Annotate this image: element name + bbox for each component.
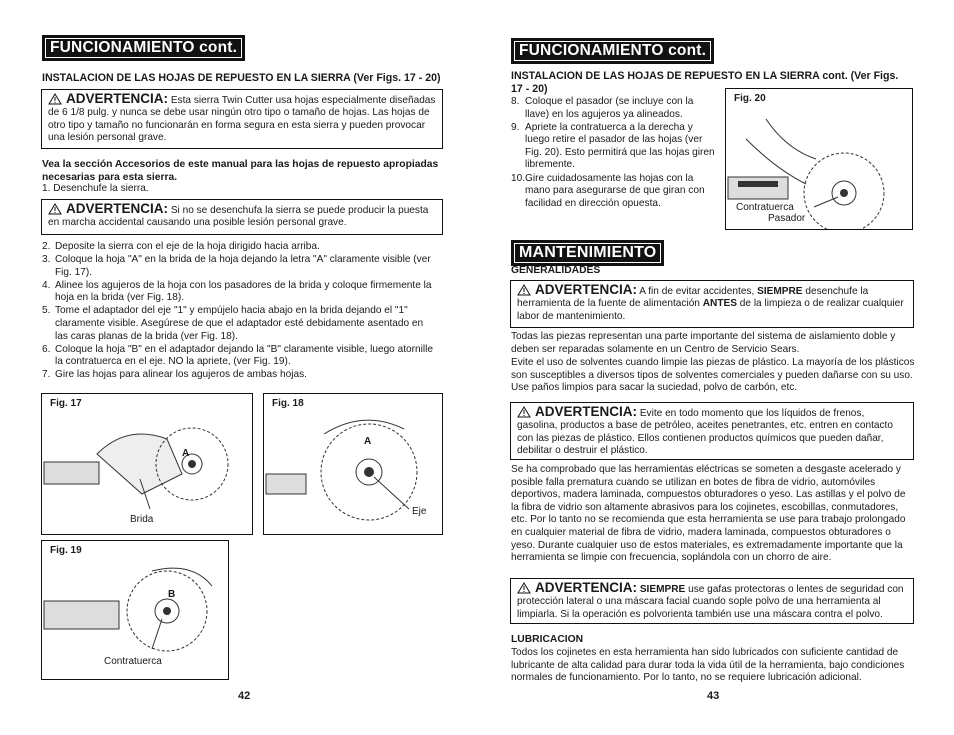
figure-19: Fig. 19 B Contratuerca (41, 540, 229, 680)
accessories-note: Vea la sección Accesorios de este manual para las hojas de repuesto apropiadas necesarias para esta sierra. (42, 159, 439, 183)
warning-text: Evite en todo momento que los líquidos de frenos, gasolina, productos a base de petróleo, aceites penetrantes, etc. entren en contacto con las piezas de plástico. Ellos contienen productos químicos que pueden dañar, debilitar o destruir el plástico. (517, 408, 893, 457)
page-number: 43 (707, 690, 720, 702)
page-right (477, 0, 954, 735)
section-title: INSTALACION DE LAS HOJAS DE REPUESTO EN LA SIERRA cont. (Ver Figs. 17 - 20) (511, 70, 899, 95)
list-item: 2. Deposite la sierra con el eje de la hoja dirigido hacia arriba. (42, 241, 320, 252)
paragraph: Evite el uso de solventes cuando limpie las piezas de plástico. La mayoría de los plásticos son susceptibles a diversos tipos de solventes comerciales y pueden dañarse con su uso. Use paños limpios para sacar la suciedad, polvo de carbón, etc. (511, 357, 915, 394)
warning-text: Si no se desenchufa la sierra se puede producir la puesta en marcha accidental causando una posible lesión personal grave. (48, 205, 429, 229)
warning-box-5: ADVERTENCIA: SIEMPRE use gafas protectoras o lentes de seguridad con protección lateral o una máscara facial cuando sople polvo de una herramienta al limpiarla. Si la operación es polvorienta también use una máscara contra el polvo. (510, 578, 914, 624)
list-item: 4. Alinee los agujeros de la hoja con los pasadores de la brida y coloque firmemente la hoja en la brida (ver Fig. 18). (42, 279, 432, 304)
step-1: 1. Desenchufe la sierra. (42, 183, 149, 194)
warning-box-4 (510, 402, 914, 460)
subheading-generalidades: GENERALIDADES (511, 265, 601, 276)
warning-triangle-icon (517, 284, 531, 296)
steps-list-continued (511, 96, 716, 211)
list-item: 9. Apriete la contratuerca a la derecha y luego retire el pasador de las hojas (ver Fig. 20). Esto permitirá que las hojas giren libremente. (511, 121, 715, 171)
warning-text: use gafas protectoras o lentes de seguridad con protección lateral o una máscara facial cuando sople polvo de una herramienta al limpiarla. Si la operación es polvorienta también use una máscara contra el polvo. (517, 584, 904, 620)
figure-20: Fig. 20 Contratuerca Pasador (725, 88, 913, 230)
paragraph: Todas las piezas representan una parte importante del sistema de aislamiento doble y deben ser reparadas solamente en un Centro de Servicio Sears. (511, 331, 896, 355)
figure-caption: Contratuerca (104, 656, 162, 667)
warning-triangle-icon (48, 93, 62, 105)
warning-label: ADVERTENCIA: (66, 201, 169, 216)
warning-label: ADVERTENCIA: (66, 91, 169, 106)
warning-triangle-icon (48, 203, 62, 215)
steps-list (42, 241, 437, 383)
warning-label: ADVERTENCIA: (535, 282, 638, 297)
section-banner: FUNCIONAMIENTO cont. (42, 35, 245, 61)
section-banner: FUNCIONAMIENTO cont. (511, 38, 714, 64)
maintenance-banner: MANTENIMIENTO (511, 240, 664, 266)
warning-box-3: ADVERTENCIA: A fin de evitar accidentes, SIEMPRE desenchufe la herramienta de la fuente de alimentación ANTES de la limpieza o de realizar cualquier labor de mantenimiento. (510, 280, 914, 328)
list-item: 7. Gire las hojas para alinear los agujeros de ambas hojas. (42, 369, 307, 381)
list-item: 5. Tome el adaptador del eje "1" y empújelo hacia abajo en la brida dejando el "1" claramente visible. Asegúrese de que el adaptador esté debidamente asentado en las caras planas de la brida (ver Fig. 18). (42, 305, 424, 342)
warning-box-2 (41, 199, 443, 235)
paragraph: Se ha comprobado que las herramientas eléctricas se someten a desgaste acelerado y posible falla prematura cuando se utilizan en botes de fibra de vidrio, automóviles deportivos, madera laminada, compuestos obturadores o yeso. Las astillas y el polvo de la fibra de vidrio son altamente abrasivos para los cojinetes, escobillas, conmutadores, etc. Por lo tanto no se recomienda que esta herramienta se use para trabajo prolongado en cualquier material de fibra de vidrio, madera laminada, compuestos obturadores o yeso. Durante cualquier uso de estos materiales, es extremadamente importante que la herramienta se limpie con frecuencia, soplándola con un chorro de aire. (511, 464, 906, 564)
figure-caption: Pasador (768, 213, 806, 224)
figure-caption: Eje (412, 506, 427, 517)
figure-caption: Contratuerca (736, 202, 794, 213)
list-item: 3. Coloque la hoja "A" en la brida de la hoja dejando la letra "A" claramente visible (ver Fig. 17). (42, 254, 431, 278)
figure-17: Fig. 17 A Brida (41, 393, 253, 535)
warning-triangle-icon (517, 406, 531, 418)
list-item: 8. Coloque el pasador (se incluye con la llave) en los agujeros ya alineados. (511, 96, 694, 120)
warning-label: ADVERTENCIA: (535, 580, 638, 595)
page-number: 42 (238, 690, 251, 702)
warning-box-1 (41, 89, 443, 149)
list-item: 10. Gire cuidadosamente las hojas con la mano para asegurarse de que giran con facilidad en dirección opuesta. (511, 172, 705, 209)
figure-caption: Brida (130, 514, 154, 525)
paragraph: Todos los cojinetes en esta herramienta han sido lubricados con suficiente cantidad de lubricante de alta calidad para durar toda la vida útil de la herramienta, bajo condiciones normales de funcionamiento. Por lo tanto, no se requiere lubricación adicional. (511, 647, 905, 684)
warning-text: Esta sierra Twin Cutter usa hojas especialmente diseñadas de 6 1/8 pulg. y nunca se debe usar ningún otro tipo o tamaño de hojas. Las hojas de otro tipo y tamaño no funcionarán en forma segura en esta sierra y pueden provocar una lesión personal grave. (48, 95, 436, 144)
warning-triangle-icon (517, 582, 531, 594)
subheading-lubricacion: LUBRICACION (511, 634, 584, 645)
warning-label: ADVERTENCIA: (535, 404, 638, 419)
saw-illustration (42, 394, 252, 534)
figure-18: Fig. 18 A Eje (263, 393, 443, 535)
list-item: 6. Coloque la hoja "B" en el adaptador dejando la "B" claramente visible, luego atornille la contratuerca en el eje. NO la apriete, (ver Fig. 19). (42, 343, 433, 368)
section-title: INSTALACION DE LAS HOJAS DE REPUESTO EN LA SIERRA (Ver Figs. 17 - 20) (42, 72, 441, 84)
